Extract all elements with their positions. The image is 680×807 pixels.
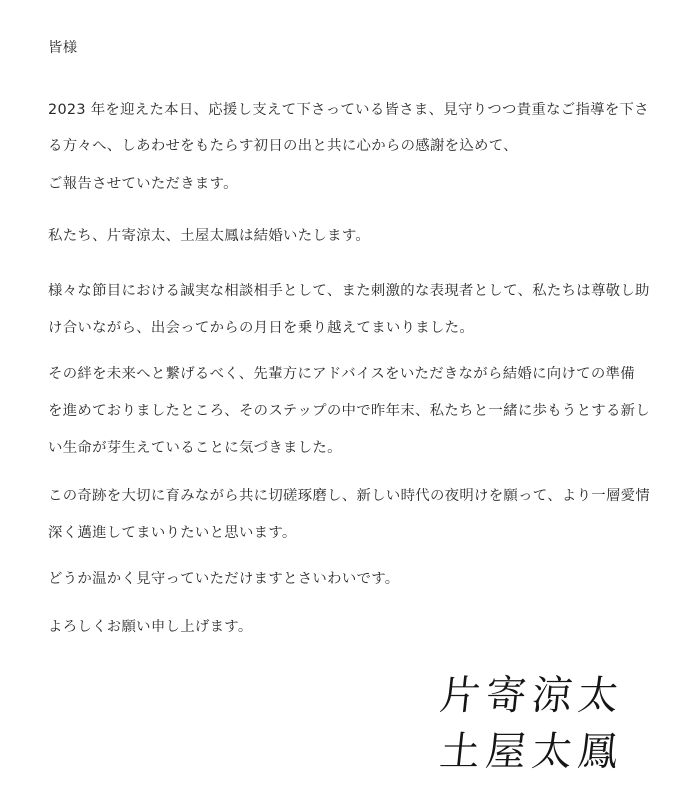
paragraph-line: その絆を未来へと繋げるべく、先輩方にアドバイスをいただきながら結婚に向けての準備 bbox=[48, 366, 635, 382]
paragraph-line: 様々な節目における誠実な相談相手として、また刺激的な表現者として、私たちは尊敬し助 bbox=[48, 283, 650, 299]
paragraph-line: この奇跡を大切に育みながら共に切磋琢磨し、新しい時代の夜明けを願って、より一層愛情 bbox=[48, 488, 651, 504]
signature-ryota-katayose: 片寄涼太 bbox=[437, 673, 627, 719]
paragraph-line: ご報告させていただきます。 bbox=[48, 176, 238, 192]
paragraph-line: よろしくお願い申し上げます。 bbox=[48, 619, 253, 635]
paragraph-line: い生命が芽生えていることに気づきました。 bbox=[48, 440, 342, 456]
paragraph-line: る方々へ、しあわせをもたらす初日の出と共に心からの感謝を込めて、 bbox=[48, 138, 518, 154]
signature-tao-tsuchiya: 土屋太鳳 bbox=[437, 729, 627, 775]
paragraph-line: を進めておりましたところ、そのステップの中で昨年末、私たちと一緒に歩もうとする新し bbox=[48, 403, 651, 419]
paragraph-line: け合いながら、出会ってからの月日を乗り越えてまいりました。 bbox=[48, 320, 475, 336]
paragraph-line: 2023 年を迎えた本日、応援し支えて下さっている皆さま、見守りつつ貴重なご指導を下さ bbox=[48, 102, 649, 118]
salutation: 皆様 bbox=[48, 40, 78, 56]
paragraph-line: 私たち、片寄涼太、土屋太鳳は結婚いたします。 bbox=[48, 228, 371, 244]
paragraph-line: 深く邁進してまいりたいと思います。 bbox=[48, 525, 297, 541]
paragraph-line: どうか温かく見守っていただけますとさいわいです。 bbox=[48, 571, 400, 587]
